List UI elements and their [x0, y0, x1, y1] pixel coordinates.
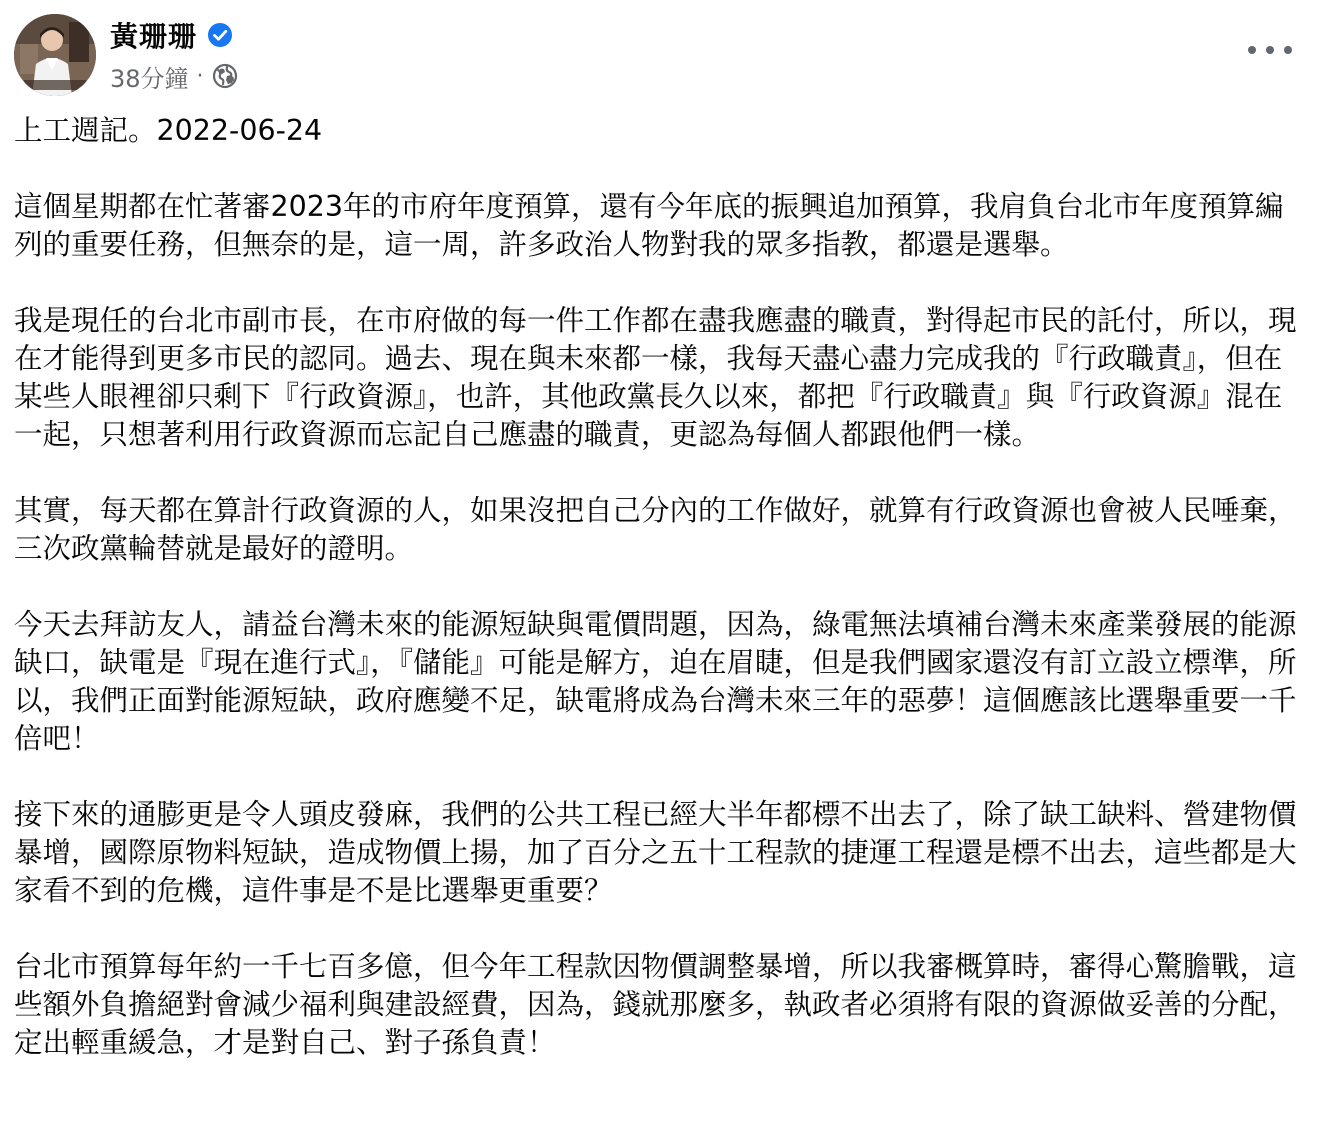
post-meta — [110, 60, 238, 92]
post-paragraph: 其實，每天都在算計行政資源的人，如果沒把自己分內的工作做好，就算有行政資源也會被人民唾棄，三次政黨輪替就是最好的證明。 — [14, 494, 1297, 565]
profile-photo-icon — [14, 14, 96, 96]
globe-icon[interactable] — [212, 63, 238, 89]
verified-badge-icon — [207, 22, 233, 48]
meta-separator: · — [196, 63, 204, 89]
author-header — [110, 14, 233, 56]
author-name[interactable]: 黃珊珊 — [110, 20, 198, 53]
post-paragraph: 我是現任的台北市副市長，在市府做的每一件工作都在盡我應盡的職責，對得起市民的託付，所以，現在才能得到更多市民的認同。過去、現在與未來都一樣，我每天盡心盡力完成我的『行政職責』，但在某些人眼裡卻只剩下『行政資源』，也許，其他政黨長久以來，都把『行政職責』與『行政資源』混在一起，只想著利用行政資源而忘記自己應盡的職責，更認為每個人都跟他們一樣。 — [14, 304, 1297, 451]
post-paragraph: 台北市預算每年約一千七百多億，但今年工程款因物價調整暴增，所以我審概算時，審得心驚膽戰，這些額外負擔絕對會減少福利與建設經費，因為，錢就那麼多，執政者必須將有限的資源做妥善的分配，定出輕重緩急，才是對自己、對子孫負責！ — [14, 950, 1297, 1059]
post-paragraph: 這個星期都在忙著審2023年的市府年度預算，還有今年底的振興追加預算，我肩負台北市年度預算編列的重要任務，但無奈的是，這一周，許多政治人物對我的眾多指教，都還是選舉。 — [14, 190, 1284, 261]
post-message — [14, 112, 1309, 1062]
post-paragraph: 今天去拜訪友人，請益台灣未來的能源短缺與電價問題，因為，綠電無法填補台灣未來產業發展的能源缺口，缺電是『現在進行式』，『儲能』可能是解方，迫在眉睫，但是我們國家還沒有訂立設立標準，所以，我們正面對能源短缺，政府應變不足，缺電將成為台灣未來三年的惡夢！這個應該比選舉重要一千倍吧！ — [14, 608, 1297, 755]
post-timestamp[interactable]: 38分鐘 — [110, 64, 189, 93]
post-paragraph: 接下來的通膨更是令人頭皮發麻，我們的公共工程已經大半年都標不出去了，除了缺工缺料、營建物價暴增，國際原物料短缺，造成物價上揚，加了百分之五十工程款的捷運工程還是標不出去，這些都是大家看不到的危機，這件事是不是比選舉更重要？ — [14, 798, 1297, 907]
post-paragraph: 上工週記。2022-06-24 — [14, 114, 323, 147]
more-options-icon — [1248, 46, 1256, 54]
author-avatar[interactable] — [14, 14, 96, 96]
more-options-button[interactable] — [1248, 36, 1292, 64]
